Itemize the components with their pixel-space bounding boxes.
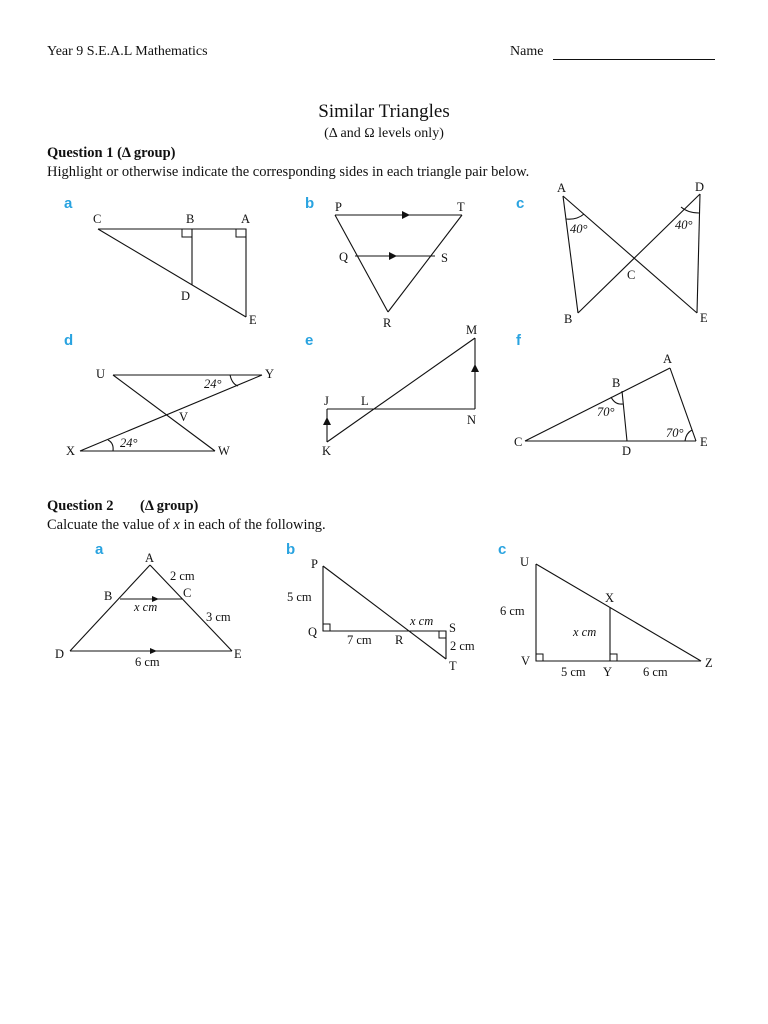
q1f-angle-e: 70° — [666, 426, 684, 440]
q2b-right-angle-s — [439, 631, 446, 638]
q1d-angle-x: 24° — [120, 436, 138, 450]
q1c-label-c: C — [627, 268, 636, 282]
q1c-label-b: B — [564, 312, 573, 326]
q1-part-a-label: a — [64, 195, 73, 212]
q1-part-e-label: e — [305, 332, 314, 349]
q2b-measure-pq: 5 cm — [287, 590, 312, 604]
q1d-label-y: Y — [265, 367, 275, 381]
q1a-label-d: D — [181, 289, 191, 303]
q2c-label-v: V — [521, 654, 531, 668]
q2c-label-y: Y — [603, 665, 613, 679]
q2b-label-t: T — [449, 659, 457, 673]
q1-part-d-label: d — [64, 332, 74, 349]
q1d-label-w: W — [218, 444, 230, 458]
q2a-parallel-arrow-2 — [150, 648, 157, 654]
q1d-label-v: V — [179, 410, 189, 424]
q1a-label-b: B — [186, 212, 195, 226]
q1c-angle-a: 40° — [570, 222, 588, 236]
q1f-angle-b: 70° — [597, 405, 615, 419]
q1-part-f-label: f — [516, 332, 521, 349]
question-1-heading: Question 1 (Δ group) — [47, 145, 176, 161]
q2-part-a-label: a — [95, 541, 104, 558]
q1d-label-x: X — [66, 444, 76, 458]
q1a-label-c: C — [93, 212, 102, 226]
q1b-label-s: S — [441, 251, 448, 265]
page-title: Similar Triangles — [318, 101, 450, 122]
q1b-label-p: P — [335, 200, 342, 214]
q2-part-b-label: b — [286, 541, 296, 558]
q2b-right-angle-q — [323, 624, 330, 631]
q1a-label-a: A — [241, 212, 251, 226]
q1e-label-k: K — [322, 444, 332, 458]
q2c-label-z: Z — [705, 656, 713, 670]
q2b-label-s: S — [449, 621, 456, 635]
q2a-figure — [55, 551, 242, 669]
q2-instruction-post: in each of the following. — [179, 517, 326, 533]
q2-instruction-var: x — [173, 517, 180, 533]
q2a-label-b: B — [104, 589, 113, 603]
question-1-instruction: Highlight or otherwise indicate the corresponding sides in each triangle pair below. — [47, 164, 530, 180]
q1b-label-q: Q — [339, 250, 349, 264]
q1f-label-b: B — [612, 376, 621, 390]
q2c-measure-vy: 5 cm — [561, 665, 586, 679]
q1c-label-d: D — [695, 180, 705, 194]
q2a-measure-ce: 3 cm — [206, 610, 231, 624]
q1e-label-n: N — [467, 413, 477, 427]
q2c-line-uz — [536, 564, 701, 661]
q2b-label-p: P — [311, 557, 318, 571]
q1c-angle-d: 40° — [675, 218, 693, 232]
q2b-figure — [287, 557, 475, 673]
question-2-group: (Δ group) — [140, 498, 199, 514]
q1d-angle-y: 24° — [204, 377, 222, 391]
q2c-label-x: X — [605, 591, 615, 605]
q1a-label-e: E — [249, 313, 257, 327]
q1e-label-l: L — [361, 394, 369, 408]
q1f-label-e: E — [700, 435, 708, 449]
question-2-heading: Question 2 — [47, 498, 114, 514]
q2c-measure-xy: x cm — [573, 625, 597, 639]
q2b-label-r: R — [395, 633, 404, 647]
q1e-label-j: J — [324, 394, 329, 408]
q1-part-b-label: b — [305, 195, 315, 212]
q2b-measure-qr: 7 cm — [347, 633, 372, 647]
q2c-measure-yz: 6 cm — [643, 665, 668, 679]
q1f-label-c: C — [514, 435, 523, 449]
course-title: Year 9 S.E.A.L Mathematics — [47, 44, 208, 59]
name-label: Name — [510, 44, 544, 59]
q2b-label-q: Q — [308, 625, 318, 639]
q2b-line-pt — [323, 566, 446, 659]
q2-part-c-label: c — [498, 541, 507, 558]
q1c-label-e: E — [700, 311, 708, 325]
q1c-label-a: A — [557, 181, 567, 195]
q2c-figure — [500, 555, 713, 679]
q1f-label-a: A — [663, 352, 673, 366]
q2c-label-u: U — [520, 555, 530, 569]
q2-instruction-pre: Calcuate the value of — [47, 517, 174, 533]
q2c-measure-uv: 6 cm — [500, 604, 525, 618]
q1-part-c-label: c — [516, 195, 525, 212]
q2a-label-d: D — [55, 647, 65, 661]
q2a-measure-de: 6 cm — [135, 655, 160, 669]
q2b-measure-st: 2 cm — [450, 639, 475, 653]
q2b-measure-rs: x cm — [410, 614, 434, 628]
q2a-label-e: E — [234, 647, 242, 661]
q1f-label-d: D — [622, 444, 632, 458]
page-subtitle: (Δ and Ω levels only) — [324, 126, 444, 141]
q2c-right-angle-y — [610, 654, 617, 661]
q2a-label-c: C — [183, 586, 192, 600]
q2a-measure-ac: 2 cm — [170, 569, 195, 583]
q2a-measure-bc: x cm — [134, 600, 158, 614]
q1b-label-t: T — [457, 200, 465, 214]
q2c-right-angle-v — [536, 654, 543, 661]
q1b-label-r: R — [383, 316, 392, 330]
q2a-label-a: A — [145, 551, 155, 565]
q1e-label-m: M — [466, 323, 478, 337]
q1d-label-u: U — [96, 367, 106, 381]
